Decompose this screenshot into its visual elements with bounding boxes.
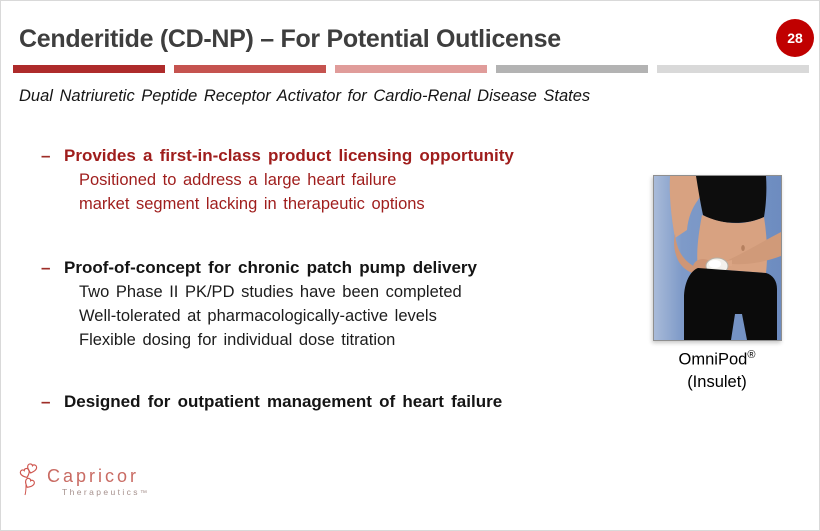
bullet-subline: Two Phase II PK/PD studies have been completed [79, 283, 462, 301]
trademark-symbol: ™ [139, 490, 147, 497]
patch-pump-photo [653, 175, 782, 341]
bullet-outpatient-management [41, 390, 502, 414]
caption-company: (Insulet) [687, 372, 747, 391]
divider-bar [335, 65, 487, 73]
bullet-subline: market segment lacking in therapeutic options [79, 195, 425, 213]
page-title: Cenderitide (CD-NP) – For Potential Outlicense [19, 25, 561, 53]
bullet-subline: Positioned to address a large heart failure [79, 171, 397, 189]
bullet-subline: Flexible dosing for individual dose titration [79, 331, 396, 349]
product-figure [653, 175, 780, 341]
bullet-dash-icon: – [41, 146, 51, 165]
bullet-subline: Well-tolerated at pharmacologically-active levels [79, 307, 437, 325]
bullet-heading: Proof-of-concept for chronic patch pump delivery [64, 258, 477, 277]
divider-bar [13, 65, 165, 73]
brand-name: Capricor [47, 466, 140, 486]
title-divider-bars [13, 65, 809, 73]
divider-bar [174, 65, 326, 73]
bullet-heading: Designed for outpatient management of heart failure [64, 392, 503, 411]
bullet-dash-icon: – [41, 258, 51, 277]
bullet-dash-icon: – [41, 392, 51, 411]
figure-caption [623, 344, 811, 393]
slide-number-badge: 28 [776, 19, 814, 57]
divider-bar [496, 65, 648, 73]
registered-mark: ® [747, 349, 756, 361]
bullet-heading: Provides a first-in-class product licensing opportunity [64, 146, 514, 165]
caption-product: OmniPod® [678, 349, 756, 369]
capricor-hearts-icon [17, 459, 45, 497]
divider-bar [657, 65, 809, 73]
brand-division: Therapeutics™ [62, 487, 147, 497]
capricor-logo [17, 459, 147, 497]
bullet-licensing-opportunity [41, 144, 514, 216]
bullet-proof-of-concept [41, 256, 477, 352]
slide-subtitle: Dual Natriuretic Peptide Receptor Activator for Cardio-Renal Disease States [19, 87, 591, 105]
